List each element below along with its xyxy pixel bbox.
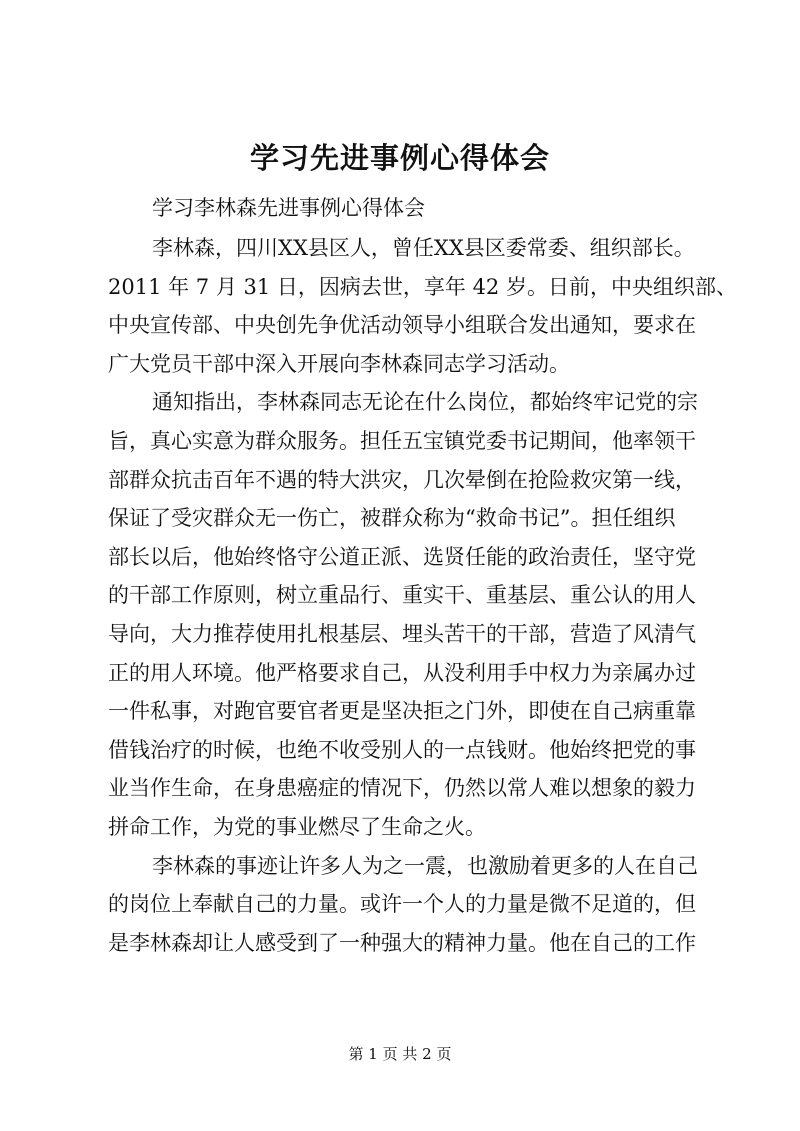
document-title: 学习先进事例心得体会 — [249, 141, 550, 175]
paragraph-line: 拼命工作，为党的事业燃尽了生命之火。 — [108, 814, 486, 839]
document-body — [108, 229, 737, 962]
paragraph-line: 通知指出，李林森同志无论在什么岗位，都始终牢记党的宗 — [152, 390, 698, 415]
paragraph-line: 广大党员干部中深入开展向李林森同志学习活动。 — [108, 351, 570, 376]
paragraph-line: 旨，真心实意为群众服务。担任五宝镇党委书记期间，他率领干 — [108, 428, 696, 453]
paragraph-line: 的干部工作原则，树立重品行、重实干、重基层、重公认的用人 — [108, 583, 696, 608]
paragraph-line: 部群众抗击百年不遇的特大洪灾，几次晕倒在抢险救灾第一线， — [108, 467, 696, 492]
paragraph-line: 2011 年 7 月 31 日，因病去世，享年 42 岁。日前，中央组织部、 — [108, 274, 737, 299]
paragraph-line: 部长以后，他始终恪守公道正派、选贤任能的政治责任，坚守党 — [108, 544, 696, 569]
paragraph-line: 李林森的事迹让许多人为之一震，也激励着更多的人在自己 — [152, 853, 698, 878]
paragraph-line: 业当作生命，在身患癌症的情况下，仍然以常人难以想象的毅力 — [108, 776, 696, 801]
paragraph-line: 是李林森却让人感受到了一种强大的精神力量。他在自己的工作 — [108, 930, 696, 955]
paragraph-line: 导向，大力推荐使用扎根基层、埋头苦干的干部，营造了风清气 — [108, 621, 696, 646]
paragraph — [108, 229, 737, 383]
paragraph-line: 李林森，四川XX县区人，曾任XX县区委常委、组织部长。 — [152, 236, 695, 260]
paragraph-line: 保证了受灾群众无一伤亡，被群众称为“救命书记”。担任组织 — [108, 506, 676, 531]
paragraph — [108, 847, 698, 963]
paragraph-line: 借钱治疗的时候，也绝不收受别人的一点钱财。他始终把党的事 — [108, 737, 696, 762]
paragraph-line: 一件私事，对跑官要官者更是坚决拒之门外，即使在自己病重靠 — [108, 699, 696, 724]
paragraph-line: 的岗位上奉献自己的力量。或许一个人的力量是微不足道的，但 — [108, 892, 696, 917]
paragraph — [108, 383, 698, 846]
page-footer: 第 1 页 共 2 页 — [348, 1045, 452, 1063]
paragraph-line: 中央宣传部、中央创先争优活动领导小组联合发出通知，要求在 — [108, 313, 696, 338]
document-subtitle: 学习李林森先进事例心得体会 — [152, 196, 425, 220]
paragraph-line: 正的用人环境。他严格要求自己，从没利用手中权力为亲属办过 — [108, 660, 696, 685]
